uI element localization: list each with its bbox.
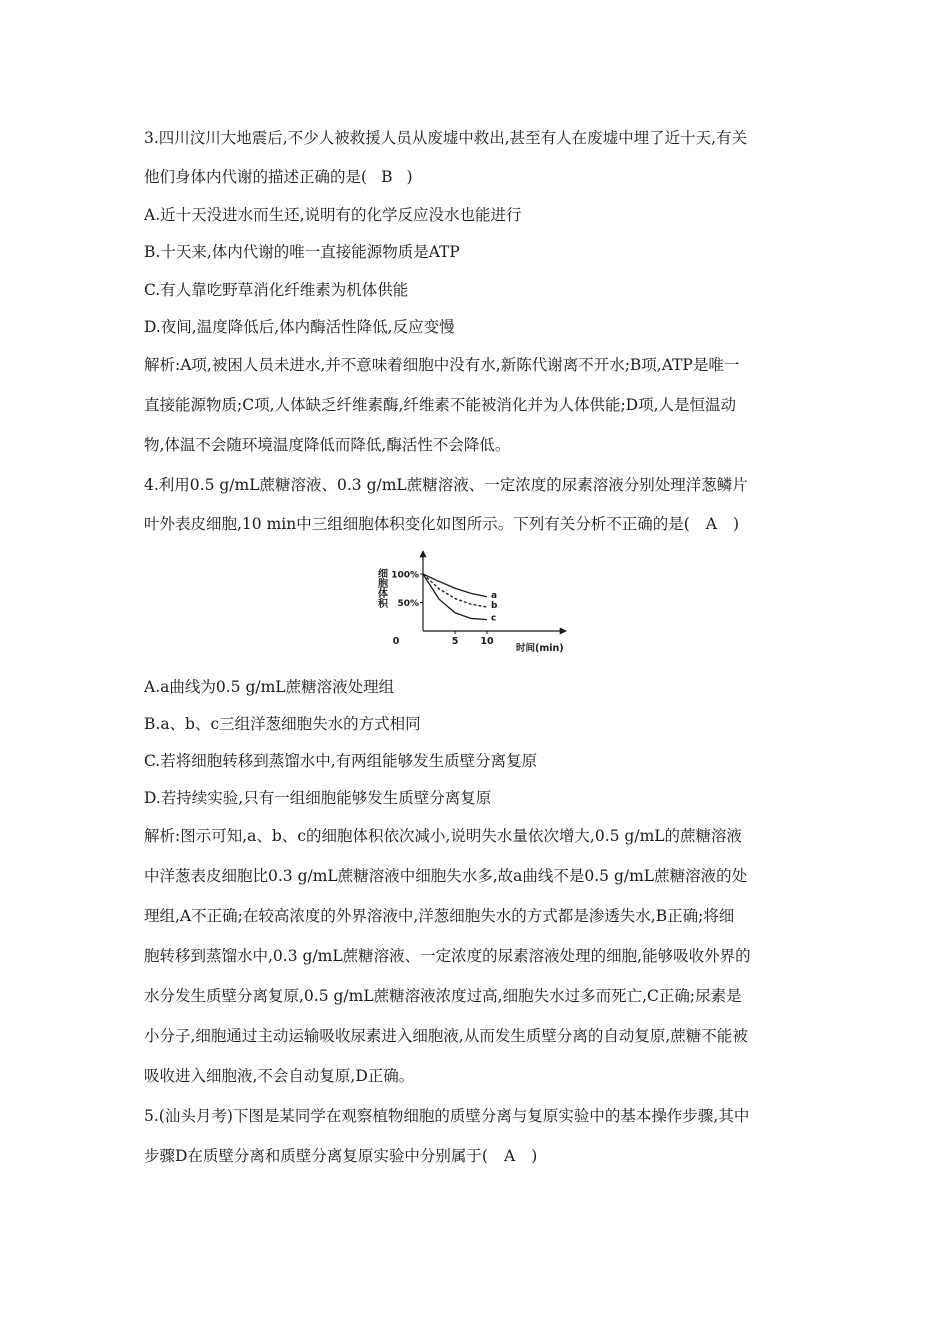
q3-stem-text: 他们身体内代谢的描述正确的是( (144, 168, 368, 186)
q5-stem-line-2 (144, 1146, 537, 1166)
q4-option-a: A.a曲线为0.5 g/mL蔗糖溶液处理组 (144, 678, 395, 696)
series-c-label: c (491, 613, 497, 624)
q4-analysis-line-6: 小分子,细胞通过主动运输吸收尿素进入细胞液,从而发生质壁分离的自动复原,蔗糖不能被 (144, 1027, 748, 1045)
q3-stem-close: ) (406, 168, 413, 186)
q5-stem-line-1: 5.(汕头月考)下图是某同学在观察植物细胞的质壁分离与复原实验中的基本操作步骤,其中 (144, 1107, 750, 1125)
q3-option-d: D.夜间,温度降低后,体内酶活性降低,反应变慢 (144, 318, 455, 336)
q4-stem-close: ) (732, 515, 740, 533)
q3-stem-line-2 (144, 167, 413, 187)
series-a-label: a (491, 590, 498, 601)
chart-xlabel: 时间(min) (516, 643, 564, 654)
q4-analysis-line-2: 中洋葱表皮细胞比0.3 g/mL蔗糖溶液中细胞失水多,故a曲线不是0.5 g/mL蔗糖溶液的处 (144, 867, 748, 885)
q4-stem-text: 叶外表皮细胞,10 min中三组细胞体积变化如图所示。下列有关分析不正确的是( (144, 515, 690, 533)
q4-analysis-line-4: 胞转移到蒸馏水中,0.3 g/mL蔗糖溶液、一定浓度的尿素溶液处理的细胞,能够吸收外界的 (144, 947, 751, 965)
q4-option-b: B.a、b、c三组洋葱细胞失水的方式相同 (144, 715, 421, 733)
q4-option-d: D.若持续实验,只有一组细胞能够发生质壁分离复原 (144, 789, 492, 807)
q4-analysis-line-7: 吸收进入细胞液,不会自动复原,D正确。 (144, 1067, 415, 1085)
series-c-line (423, 574, 487, 620)
q3-option-b: B.十天来,体内代谢的唯一直接能源物质是ATP (144, 243, 460, 261)
series-a-line (423, 574, 487, 597)
q4-answer: A (705, 515, 717, 533)
x-tick-label: 10 (480, 636, 494, 647)
y-tick-label: 50% (397, 599, 419, 609)
series-b-label: b (491, 601, 498, 612)
x-tick-label: 0 (392, 636, 400, 647)
q3-option-a: A.近十天没进水而生还,说明有的化学反应没水也能进行 (144, 206, 522, 224)
q3-stem-line-1: 3.四川汶川大地震后,不少人被救援人员从废墟中救出,甚至有人在废墟中埋了近十天,有关 (144, 129, 748, 147)
x-tick-label: 5 (451, 636, 459, 647)
chart-ylabel: 细胞体积 (375, 568, 387, 608)
q4-stem-line-2 (144, 514, 739, 534)
q5-stem-close: ) (531, 1147, 538, 1165)
q5-stem-text: 步骤D在质壁分离和质壁分离复原实验中分别属于( (144, 1147, 488, 1165)
q3-analysis-line-1: 解析:A项,被困人员未进水,并不意味着细胞中没有水,新陈代谢离不开水;B项,ATP是唯一 (144, 356, 740, 374)
q4-stem-line-1: 4.利用0.5 g/mL蔗糖溶液、0.3 g/mL蔗糖溶液、一定浓度的尿素溶液分别处理洋葱鳞片 (144, 476, 748, 494)
q4-option-c: C.若将细胞转移到蒸馏水中,有两组能够发生质壁分离复原 (144, 752, 538, 770)
y-tick-label: 100% (391, 570, 419, 581)
q4-analysis-line-3: 理组,A不正确;在较高浓度的外界溶液中,洋葱细胞失水的方式都是渗透失水,B正确;将细 (144, 907, 735, 925)
q3-analysis-line-2: 直接能源物质;C项,人体缺乏纤维素酶,纤维素不能被消化并为人体供能;D项,人是恒温动 (144, 396, 737, 414)
q4-analysis-line-5: 水分发生质壁分离复原,0.5 g/mL蔗糖溶液浓度过高,细胞失水过多而死亡,C正确;尿素是 (144, 987, 742, 1005)
q3-option-c: C.有人靠吃野草消化纤维素为机体供能 (144, 281, 409, 299)
cell-volume-chart (366, 548, 576, 656)
q5-answer: A (503, 1147, 516, 1165)
q4-analysis-line-1: 解析:图示可知,a、b、c的细胞体积依次减小,说明失水量依次增大,0.5 g/mL的蔗糖溶液 (144, 827, 743, 845)
q3-analysis-line-3: 物,体温不会随环境温度降低而降低,酶活性不会降低。 (144, 436, 511, 454)
q3-answer: B (381, 168, 393, 186)
